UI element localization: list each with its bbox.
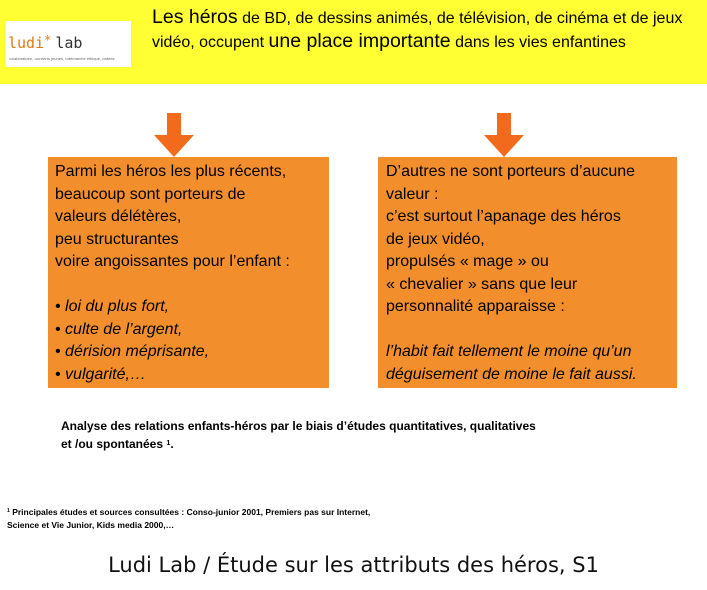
- left-box-bullet: • culte de l’argent,: [55, 320, 183, 338]
- right-box-line: valeur :: [386, 185, 439, 203]
- analysis-line-2: et /ou spontanées: [61, 437, 167, 451]
- footnote: [7, 506, 607, 532]
- logo-ludi: ludi: [8, 34, 45, 52]
- footnote-line-2: Science et Vie Junior, Kids media 2000,…: [7, 520, 175, 530]
- title-part-3: une place importante: [268, 30, 451, 52]
- left-box-bullet: • loi du plus fort,: [55, 298, 170, 315]
- analysis-line-1: Analyse des relations enfants-héros par le biais d’études quantitatives, qualitatives: [61, 419, 536, 433]
- spacer: [55, 274, 329, 297]
- right-box-italic-line: déguisement de moine le fait aussi.: [386, 365, 637, 383]
- right-box-line: D’autres ne sont porteurs d’aucune: [386, 163, 636, 180]
- title-part-4: dans les vies enfantines: [450, 34, 626, 51]
- slide-title: [152, 6, 702, 54]
- right-box-line: de jeux vidéo,: [386, 230, 485, 248]
- footnote-line-1: Principales études et sources consultées : Conso-junior 2001, Premiers pas sur Internet,: [9, 507, 371, 517]
- spacer: [386, 319, 677, 342]
- footnote-number: 1: [7, 508, 10, 514]
- footnote-ref: 1: [166, 438, 171, 447]
- title-part-1: Les héros: [152, 6, 238, 28]
- logo-lab: lab: [55, 34, 83, 52]
- left-box-line: beaucoup sont porteurs de: [55, 185, 246, 203]
- slide-footer: Ludi Lab / Étude sur les attributs des héros, S1: [108, 553, 599, 577]
- title-part-2: de BD, de dessins animés, de télévision, de cinéma et de jeux vidéo, occupent: [152, 10, 683, 51]
- right-box-italic-line: l’habit fait tellement le moine qu’un: [386, 343, 632, 360]
- right-box-line: personnalité apparaisse :: [386, 298, 565, 315]
- ludi-lab-logo: [5, 21, 131, 67]
- negative-values-box: [48, 157, 329, 388]
- analysis-end: .: [170, 437, 174, 451]
- no-values-box: [378, 157, 677, 388]
- logo-wordmark: [8, 34, 82, 52]
- left-box-bullet: • vulgarité,…: [55, 365, 146, 383]
- left-box-line: voire angoissantes pour l’enfant :: [55, 253, 290, 270]
- analysis-note: [61, 417, 661, 453]
- logo-tagline: •••laboratoire, ••univers jeunes, ••démarche éthique, ••idées: [9, 56, 115, 61]
- down-arrow-right-icon: [484, 113, 524, 157]
- left-box-line: valeurs délétères,: [55, 208, 182, 225]
- logo-star-icon: *: [44, 33, 52, 47]
- left-box-line: Parmi les héros les plus récents,: [55, 163, 287, 180]
- left-box-line: peu structurantes: [55, 230, 179, 248]
- right-box-line: « chevalier » sans que leur: [386, 275, 578, 293]
- down-arrow-left-icon: [154, 113, 194, 157]
- right-box-line: c’est surtout l’apanage des héros: [386, 208, 621, 225]
- left-box-bullet: • dérision méprisante,: [55, 343, 210, 360]
- right-box-line: propulsés « mage » ou: [386, 253, 549, 270]
